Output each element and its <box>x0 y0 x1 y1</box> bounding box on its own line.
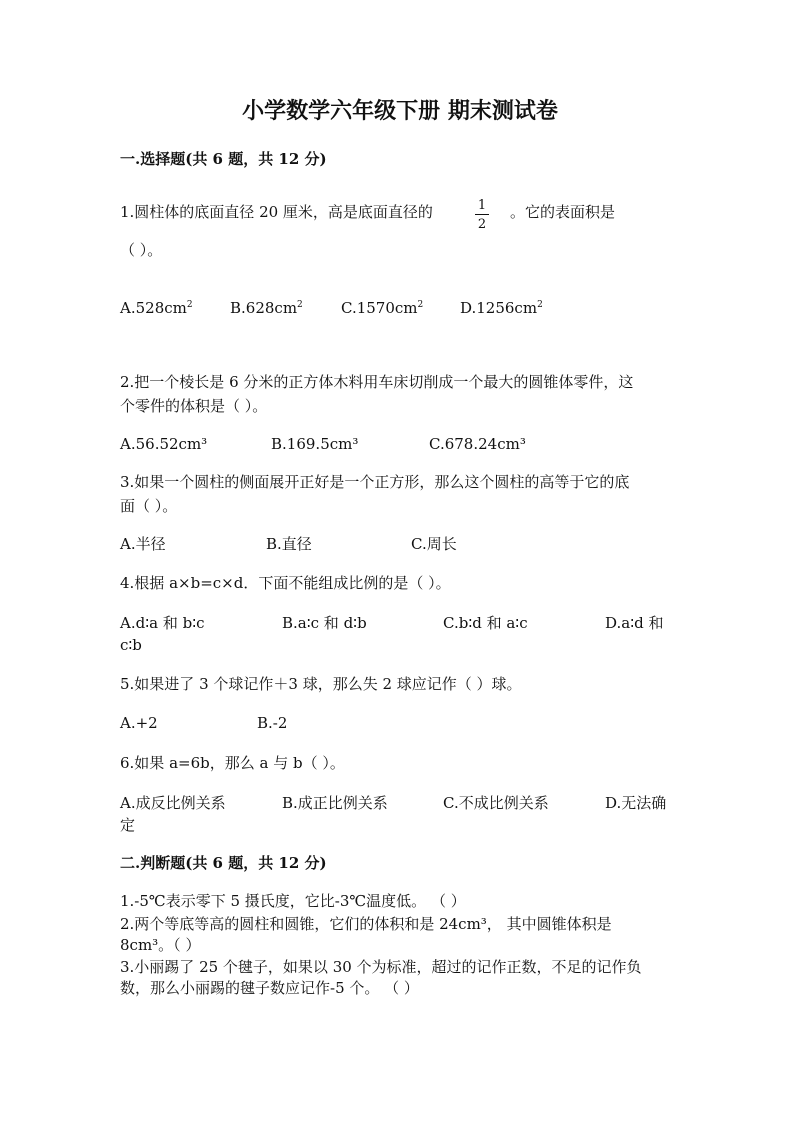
q1-option-a-text: A.528cm <box>120 299 187 317</box>
q5-stem: 5.如果进了 3 个球记作＋3 球，那么失 2 球应记作（ ）球。 <box>120 675 522 693</box>
q4-stem: 4.根据 a×b=c×d．下面不能组成比例的是（ ）。 <box>120 574 451 592</box>
q4-option-a[interactable]: A.d∶a 和 b∶c <box>120 614 205 632</box>
q6-option-c[interactable]: C.不成比例关系 <box>443 794 549 812</box>
q1-fraction <box>472 199 492 231</box>
q2-option-c[interactable]: C.678.24cm³ <box>429 435 526 453</box>
q6-option-d-wrap: 定 <box>120 816 136 834</box>
q1-option-a[interactable] <box>120 299 193 317</box>
q1-option-c[interactable] <box>341 299 423 317</box>
judgement-item-3-line1: 3.小丽踢了 25 个毽子，如果以 30 个为标准，超过的记作正数，不足的记作负 <box>120 958 642 976</box>
superscript: 2 <box>186 300 193 310</box>
superscript: 2 <box>417 300 424 310</box>
q6-option-d[interactable]: D.无法确 <box>605 794 667 812</box>
section-heading-choice: 一.选择题(共 6 题，共 12 分) <box>120 150 327 168</box>
q6-stem: 6.如果 a=6b，那么 a 与 b（ ）。 <box>120 754 345 772</box>
q5-option-b[interactable]: B.-2 <box>257 714 288 732</box>
q1-option-b-text: B.628cm <box>230 299 298 317</box>
q4-option-d-wrap: c∶b <box>120 636 142 654</box>
q5-option-a[interactable]: A.+2 <box>120 714 158 732</box>
q3-stem-line2: 面（ ）。 <box>120 497 178 515</box>
q6-option-a[interactable]: A.成反比例关系 <box>120 794 226 812</box>
q1-fraction-denominator: 2 <box>477 217 487 232</box>
judgement-item-3-line2: 数，那么小丽踢的毽子数应记作-5 个。 （ ） <box>120 979 419 997</box>
q1-blank: （ ）。 <box>120 241 163 259</box>
superscript: 2 <box>297 300 303 310</box>
q4-option-b[interactable]: B.a∶c 和 d∶b <box>282 614 367 632</box>
q1-option-b[interactable] <box>230 299 303 317</box>
q1-stem-continued: 。它的表面积是 <box>510 203 616 221</box>
q2-option-b[interactable]: B.169.5cm³ <box>271 435 359 453</box>
q1-option-d-text: D.1256cm <box>460 299 538 317</box>
q3-option-c[interactable]: C.周长 <box>411 535 457 553</box>
q1-option-c-text: C.1570cm <box>341 299 418 317</box>
judgement-item-2-line2: 8cm³。（ ） <box>120 936 201 954</box>
q1-fraction-numerator: 1 <box>477 198 487 213</box>
judgement-item-1: 1.-5℃表示零下 5 摄氏度，它比-3℃温度低。 （ ） <box>120 892 466 910</box>
q3-stem-line1: 3.如果一个圆柱的侧面展开正好是一个正方形，那么这个圆柱的高等于它的底 <box>120 473 630 491</box>
q6-option-b[interactable]: B.成正比例关系 <box>282 794 388 812</box>
section-heading-judgement: 二.判断题(共 6 题，共 12 分) <box>120 854 327 872</box>
q4-option-c[interactable]: C.b∶d 和 a∶c <box>443 614 528 632</box>
superscript: 2 <box>537 300 543 310</box>
judgement-item-2-line1: 2.两个等底等高的圆柱和圆锥，它们的体积和是 24cm³， 其中圆锥体积是 <box>120 915 612 933</box>
q1-stem: 1.圆柱体的底面直径 20 厘米，高是底面直径的 <box>120 203 433 221</box>
q2-stem-line2: 个零件的体积是（ ）。 <box>120 397 268 415</box>
q2-stem-line1: 2.把一个棱长是 6 分米的正方体木料用车床切削成一个最大的圆锥体零件，这 <box>120 373 634 391</box>
q4-option-d[interactable]: D.a∶d 和 <box>605 614 664 632</box>
page-title: 小学数学六年级下册 期末测试卷 <box>242 98 558 124</box>
q3-option-a[interactable]: A.半径 <box>120 535 166 553</box>
q2-option-a[interactable]: A.56.52cm³ <box>120 435 208 453</box>
q3-option-b[interactable]: B.直径 <box>266 535 312 553</box>
q1-option-d[interactable] <box>460 299 543 317</box>
